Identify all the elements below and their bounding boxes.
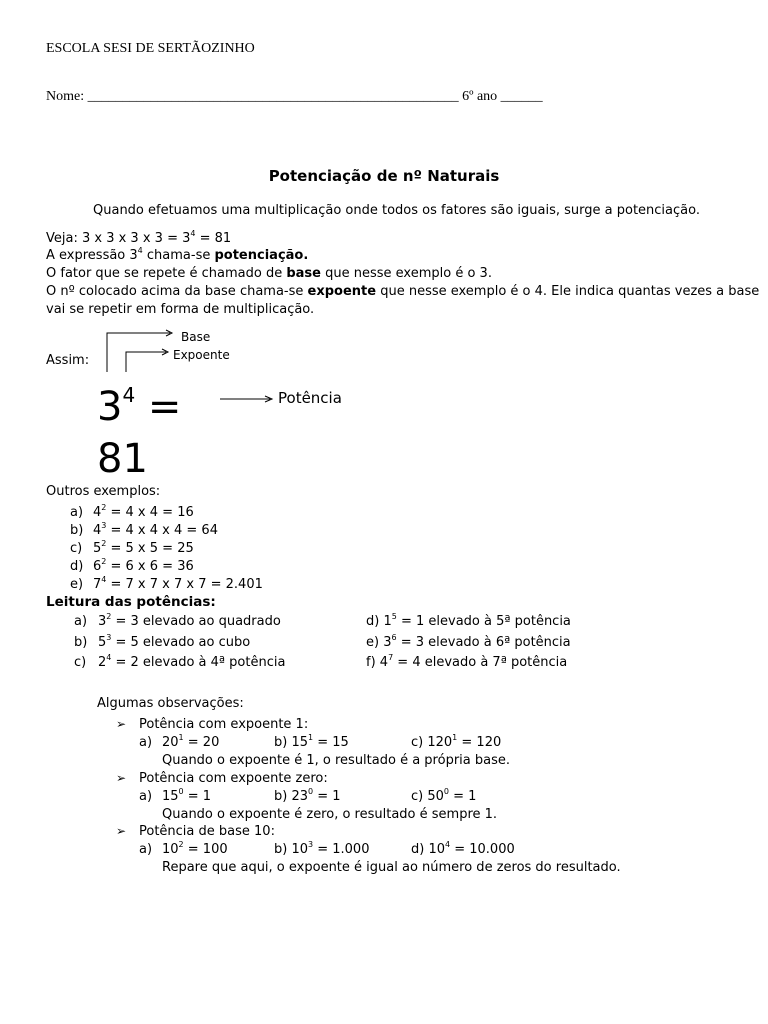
expoente-label: Expoente [173,348,230,362]
expressao-bold: potenciação. [214,248,309,263]
observacao-c-base: c) 50 [411,789,444,804]
observacao-item-c [411,839,515,857]
expoente-suffix: que nesse exemplo é o 4. Ele indica quantas vezes a base [376,284,760,299]
outros-rest: = 4 x 4 = 16 [106,505,194,520]
big-exp: 4 [122,383,136,407]
observacao-a-rest: = 20 [183,735,220,750]
outros-letter: b) [70,523,84,538]
leitura-letter: b) [74,635,88,650]
observacao-letter: a) [139,735,153,750]
outros-rest: = 4 x 4 x 4 = 64 [106,523,218,538]
outros-letter: e) [70,577,84,592]
outros-exp: 2 [101,538,107,548]
outros-base: 4 [93,523,102,538]
observacao-b-rest: = 1 [313,789,341,804]
page-title: Potenciação de nº Naturais [268,167,500,185]
observacao-item-a [139,786,212,804]
observacao-c-base: c) 120 [411,735,453,750]
outros-exp: 3 [101,520,107,530]
name-label: Nome: [46,89,88,104]
school-name: ESCOLA SESI DE SERTÃOZINHO [46,41,255,56]
bullet-icon: ➢ [116,771,127,785]
observacao-title: Potência de base 10: [139,824,275,839]
outros-item [70,538,194,556]
leitura-rest: = 3 elevado ao quadrado [111,614,281,629]
outros-base: 5 [93,541,102,556]
fator-suffix: que nesse exemplo é o 3. [320,266,492,281]
observacao-c-exp: 0 [443,786,449,796]
leitura-exp: 3 [106,632,112,642]
observacao-b-exp: 0 [308,786,314,796]
outros-exp: 4 [101,574,107,584]
outros-exp: 2 [101,556,107,566]
leitura-exp: 5 [391,611,397,621]
leitura-item [74,611,281,629]
leitura-exp: 7 [388,652,394,662]
observacao-a-rest: = 100 [183,842,228,857]
outros-letter: d) [70,559,84,574]
bullet-icon: ➢ [116,824,127,838]
observacao-c-exp: 4 [445,839,451,849]
outros-rest: = 6 x 6 = 36 [106,559,194,574]
observacao-a-base: 20 [162,735,179,750]
fator-prefix: O fator que se repete é chamado de [46,266,287,281]
observacao-b-rest: = 15 [313,735,349,750]
leitura-item [74,632,251,650]
name-blank: _____________________________________________________ [87,89,459,104]
observacao-a-exp: 2 [178,839,184,849]
expoente-line-2: vai se repetir em forma de multiplicação. [46,302,315,317]
outros-item [70,502,194,520]
leitura-rest: = 4 elevado à 7ª potência [393,655,568,670]
expressao-prefix: A expressão 3 [46,248,138,263]
leitura-letter: c) [74,655,87,670]
veja-prefix: Veja: 3 x 3 x 3 x 3 = 3 [46,231,191,246]
outros-item [70,520,218,538]
outros-base: 7 [93,577,102,592]
big-result: 81 [97,436,148,482]
leitura-rest: = 1 elevado à 5ª potência [396,614,571,629]
leitura-exp: 2 [106,611,112,621]
observacao-a-exp: 0 [178,786,184,796]
leitura-rest: = 2 elevado à 4ª potência [111,655,286,670]
base-label: Base [181,330,211,344]
observacao-c-rest: = 120 [457,735,502,750]
leitura-base: 2 [98,655,107,670]
observacao-note: Repare que aqui, o expoente é igual ao número de zeros do resultado. [162,860,621,875]
observacao-item-b [274,839,370,857]
grade-label: 6º ano ______ [462,89,543,104]
expressao-middle: chama-se [142,248,215,263]
leitura-base: 3 [98,614,107,629]
leitura-base: 4 [379,655,389,670]
observacao-note: Quando o expoente é zero, o resultado é sempre 1. [162,807,498,822]
leitura-item [366,611,571,629]
observacao-a-base: 10 [162,842,179,857]
observacao-c-rest: = 10.000 [450,842,515,857]
intro-text: Quando efetuamos uma multiplicação onde todos os fatores são iguais, surge a potenciação. [93,203,700,218]
observacao-b-exp: 1 [308,732,314,742]
expressao-exp: 4 [137,245,143,255]
observacoes-heading: Algumas observações: [97,696,244,711]
outros-item [70,574,263,592]
observacao-c-rest: = 1 [449,789,477,804]
observacao-b-exp: 3 [308,839,314,849]
fator-bold: base [286,266,321,281]
expoente-bold: expoente [307,284,377,299]
observacao-a-base: 15 [162,789,179,804]
leitura-base: 5 [98,635,107,650]
observacao-item-a [139,732,220,750]
leitura-letter: d) [366,614,384,629]
veja-exp: 4 [190,228,196,238]
observacao-letter: a) [139,842,153,857]
observacao-title: Potência com expoente 1: [139,717,309,732]
leitura-item [74,652,286,670]
outros-item [70,556,194,574]
outros-heading: Outros exemplos: [46,484,161,499]
big-equals: = [135,384,182,430]
observacao-item-b [274,732,349,750]
leitura-rest: = 3 elevado à 6ª potência [396,635,571,650]
observacao-a-rest: = 1 [183,789,212,804]
leitura-item [366,652,568,670]
assim-label: Assim: [46,353,90,368]
observacao-title: Potência com expoente zero: [139,771,328,786]
leitura-item [366,632,571,650]
outros-rest: = 5 x 5 = 25 [106,541,194,556]
outros-rest: = 7 x 7 x 7 x 7 = 2.401 [106,577,263,592]
observacao-a-exp: 1 [178,732,184,742]
leitura-letter: f) [366,655,380,670]
outros-exp: 2 [101,502,107,512]
expoente-prefix: O nº colocado acima da base chama-se [46,284,308,299]
potencia-label: Potência [278,389,342,407]
leitura-letter: e) [366,635,384,650]
observacao-letter: a) [139,789,153,804]
big-base: 3 [97,384,123,430]
outros-base: 6 [93,559,102,574]
observacao-item-a [139,839,228,857]
leitura-exp: 6 [391,632,397,642]
outros-letter: c) [70,541,83,556]
observacao-item-c [411,786,477,804]
observacao-b-base: b) 23 [274,789,308,804]
outros-letter: a) [70,505,84,520]
big-power [97,381,181,433]
leitura-rest: = 5 elevado ao cubo [111,635,251,650]
observacao-c-base: d) 10 [411,842,445,857]
veja-suffix: = 81 [195,231,232,246]
leitura-heading: Leitura das potências: [46,594,216,610]
expoente-arrow-line [126,352,166,372]
observacao-b-rest: = 1.000 [313,842,370,857]
leitura-base: 3 [383,635,392,650]
observacao-item-b [274,786,341,804]
bullet-icon: ➢ [116,717,127,731]
observacao-item-c [411,732,502,750]
leitura-exp: 4 [106,652,112,662]
outros-base: 4 [93,505,102,520]
observacao-c-exp: 1 [452,732,458,742]
observacao-note: Quando o expoente é 1, o resultado é a própria base. [162,753,510,768]
observacao-b-base: b) 15 [274,735,308,750]
leitura-base: 1 [383,614,392,629]
leitura-letter: a) [74,614,88,629]
observacao-b-base: b) 10 [274,842,308,857]
